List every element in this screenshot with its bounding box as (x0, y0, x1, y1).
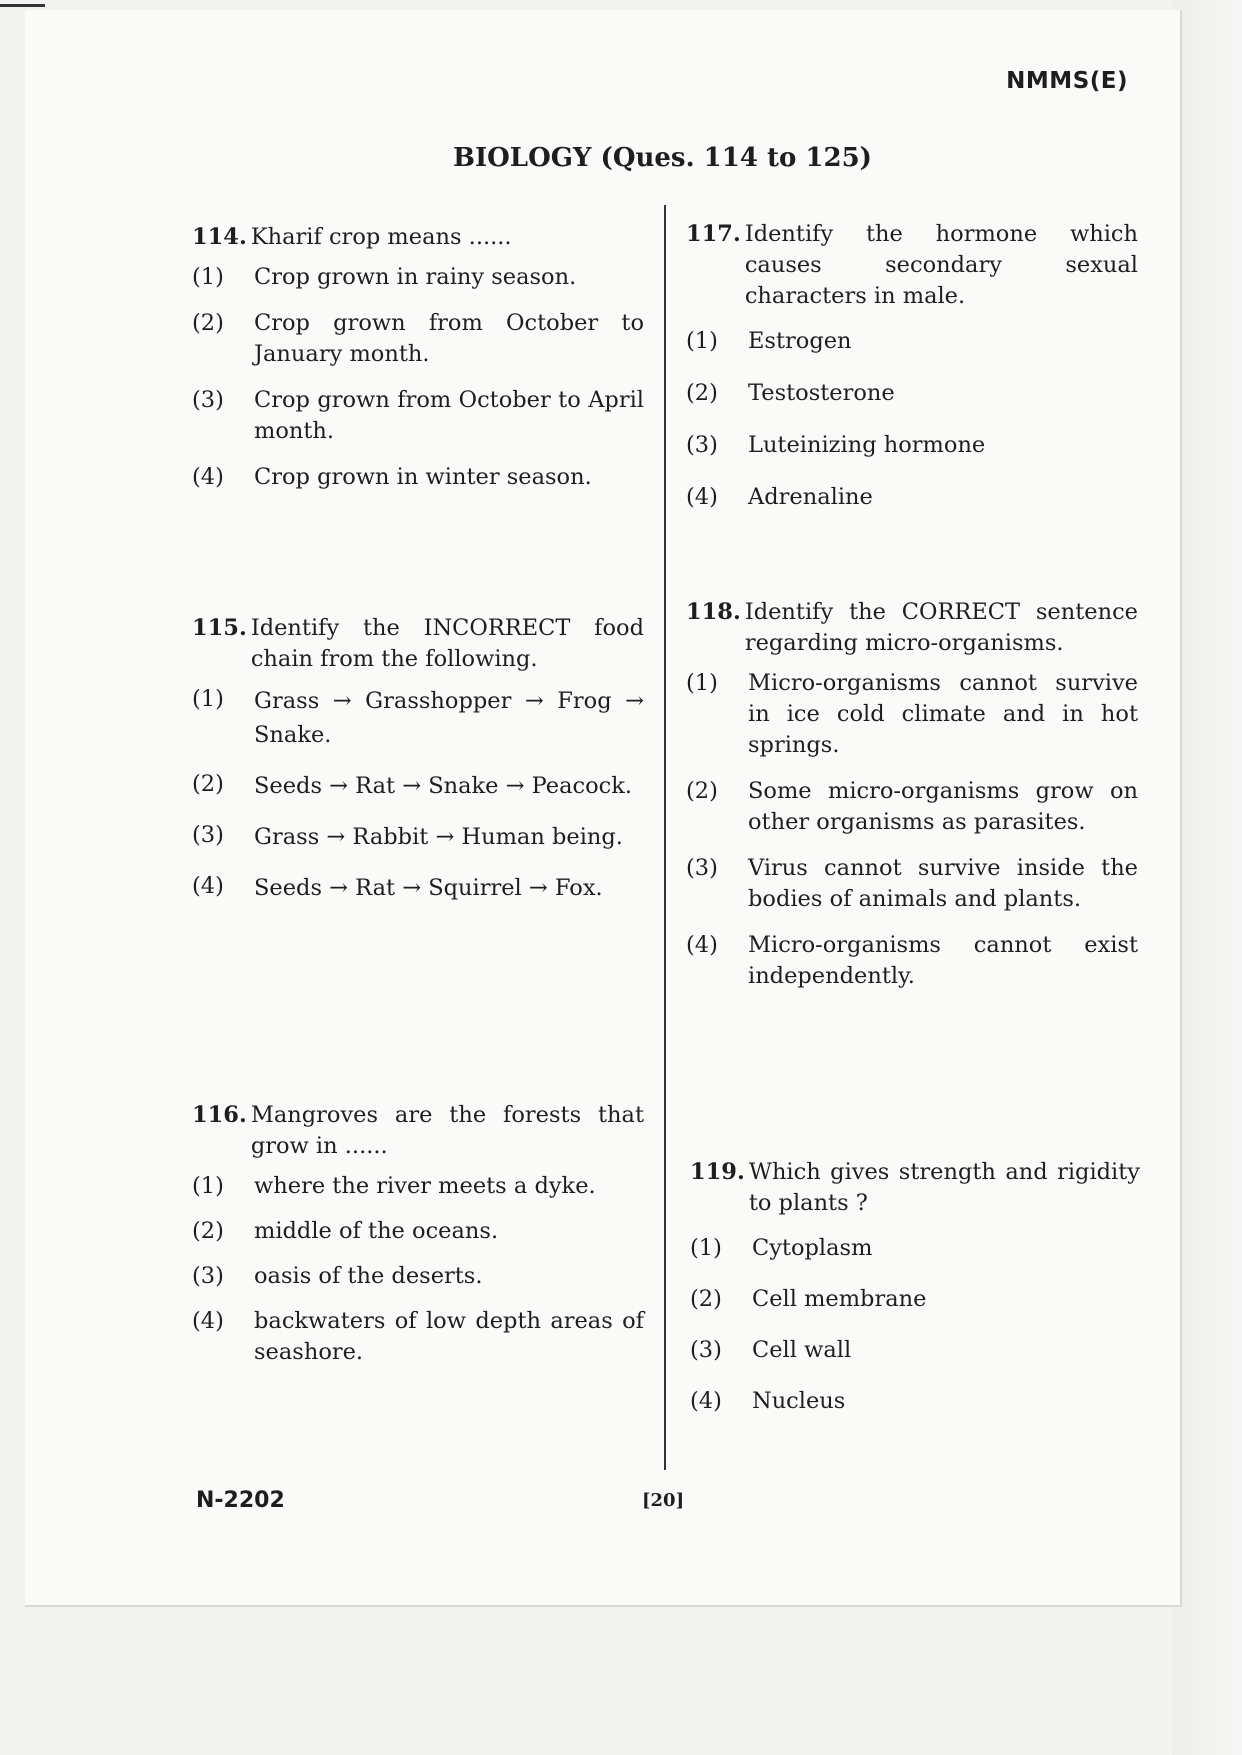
option-text: Estrogen (748, 328, 852, 354)
option-list (192, 684, 644, 905)
option-number: (1) (192, 264, 224, 290)
option-4 (690, 1386, 1140, 1417)
option-3 (686, 853, 1138, 915)
option-text: middle of the oceans. (254, 1218, 499, 1244)
option-number: (2) (192, 1218, 224, 1244)
option-number: (2) (690, 1286, 722, 1312)
question-text: Kharif crop means ...... (250, 224, 512, 250)
question-116 (192, 1100, 644, 1382)
option-number: (4) (192, 1308, 224, 1334)
booklet-code: N-2202 (196, 1488, 285, 1513)
option-text: Adrenaline (748, 484, 873, 510)
option-text: backwaters of low depth areas of seashore. (254, 1308, 644, 1365)
option-4 (686, 930, 1138, 992)
option-number: (2) (686, 380, 718, 406)
option-2 (192, 1216, 644, 1247)
option-text: Cell wall (752, 1337, 852, 1363)
option-number: (3) (192, 387, 224, 413)
option-2 (192, 769, 644, 803)
option-text: Crop grown in winter season. (254, 464, 592, 490)
option-4 (192, 871, 644, 905)
option-text: Luteinizing hormone (748, 432, 986, 458)
paper-code: NMMS(E) (1006, 68, 1128, 94)
option-text: Virus cannot survive inside the bodies of animals and plants. (748, 855, 1138, 912)
option-1 (686, 668, 1138, 761)
option-3 (192, 820, 644, 854)
question-number: 118. (686, 599, 741, 625)
option-text: Seeds → Rat → Squirrel → Fox. (254, 875, 603, 901)
option-1 (686, 326, 1138, 357)
option-number: (1) (686, 670, 718, 696)
option-number: (4) (192, 873, 224, 899)
option-2 (690, 1284, 1140, 1315)
option-number: (3) (192, 1263, 224, 1289)
option-text: Grass → Rabbit → Human being. (254, 824, 623, 850)
option-number: (3) (686, 855, 718, 881)
option-list (690, 1233, 1140, 1417)
option-text: Crop grown in rainy season. (254, 264, 577, 290)
scan-mark (0, 4, 45, 7)
option-1 (192, 1171, 644, 1202)
option-4 (192, 1306, 644, 1368)
option-text: Testosterone (748, 380, 895, 406)
question-text: Identify the CORRECT sentence regarding micro-organisms. (744, 599, 1138, 656)
option-number: (4) (686, 484, 718, 510)
option-2 (686, 378, 1138, 409)
question-114 (192, 222, 644, 508)
question-number: 116. (192, 1102, 247, 1128)
option-number: (2) (192, 310, 224, 336)
option-list (686, 326, 1138, 513)
option-4 (686, 482, 1138, 513)
question-115 (192, 613, 644, 922)
option-2 (192, 308, 644, 370)
question-text: Mangroves are the forests that grow in ...... (250, 1102, 644, 1159)
question-number: 119. (690, 1159, 745, 1185)
option-3 (192, 1261, 644, 1292)
option-text: Micro-organisms cannot survive in ice cold climate and in hot springs. (748, 670, 1138, 758)
scan-shadow (1172, 0, 1242, 1755)
option-number: (3) (690, 1337, 722, 1363)
option-list (686, 668, 1138, 992)
option-text: Crop grown from October to April month. (254, 387, 644, 444)
option-text: Seeds → Rat → Snake → Peacock. (254, 773, 633, 799)
column-divider (664, 205, 666, 1470)
page-number: [20] (642, 1490, 685, 1511)
option-number: (1) (192, 686, 224, 712)
option-text: Cytoplasm (752, 1235, 873, 1261)
option-number: (3) (686, 432, 718, 458)
option-number: (4) (690, 1388, 722, 1414)
question-117 (686, 219, 1138, 534)
option-number: (1) (690, 1235, 722, 1261)
option-number: (3) (192, 822, 224, 848)
option-number: (4) (192, 464, 224, 490)
option-text: Micro-organisms cannot exist independently. (748, 932, 1138, 989)
option-1 (192, 684, 644, 752)
option-text: Grass → Grasshopper → Frog → Snake. (254, 688, 644, 748)
option-1 (192, 262, 644, 293)
option-text: Some micro-organisms grow on other organisms as parasites. (748, 778, 1138, 835)
option-list (192, 262, 644, 493)
option-text: Cell membrane (752, 1286, 927, 1312)
option-text: oasis of the deserts. (254, 1263, 483, 1289)
question-text: Identify the hormone which causes secondary sexual characters in male. (744, 221, 1138, 309)
option-1 (690, 1233, 1140, 1264)
option-3 (690, 1335, 1140, 1366)
question-118 (686, 597, 1138, 1007)
option-number: (2) (686, 778, 718, 804)
option-3 (192, 385, 644, 447)
option-4 (192, 462, 644, 493)
question-text: Identify the INCORRECT food chain from the following. (250, 615, 644, 672)
option-2 (686, 776, 1138, 838)
option-number: (1) (192, 1173, 224, 1199)
option-text: where the river meets a dyke. (254, 1173, 596, 1199)
question-text: Which gives strength and rigidity to plants ? (748, 1159, 1140, 1216)
question-number: 117. (686, 221, 741, 247)
option-number: (2) (192, 771, 224, 797)
option-number: (1) (686, 328, 718, 354)
option-3 (686, 430, 1138, 461)
question-number: 115. (192, 615, 247, 641)
option-text: Crop grown from October to January month. (254, 310, 644, 367)
option-list (192, 1171, 644, 1368)
option-number: (4) (686, 932, 718, 958)
question-number: 114. (192, 224, 247, 250)
option-text: Nucleus (752, 1388, 846, 1414)
question-119 (690, 1157, 1140, 1437)
section-title: BIOLOGY (Ques. 114 to 125) (453, 143, 872, 173)
